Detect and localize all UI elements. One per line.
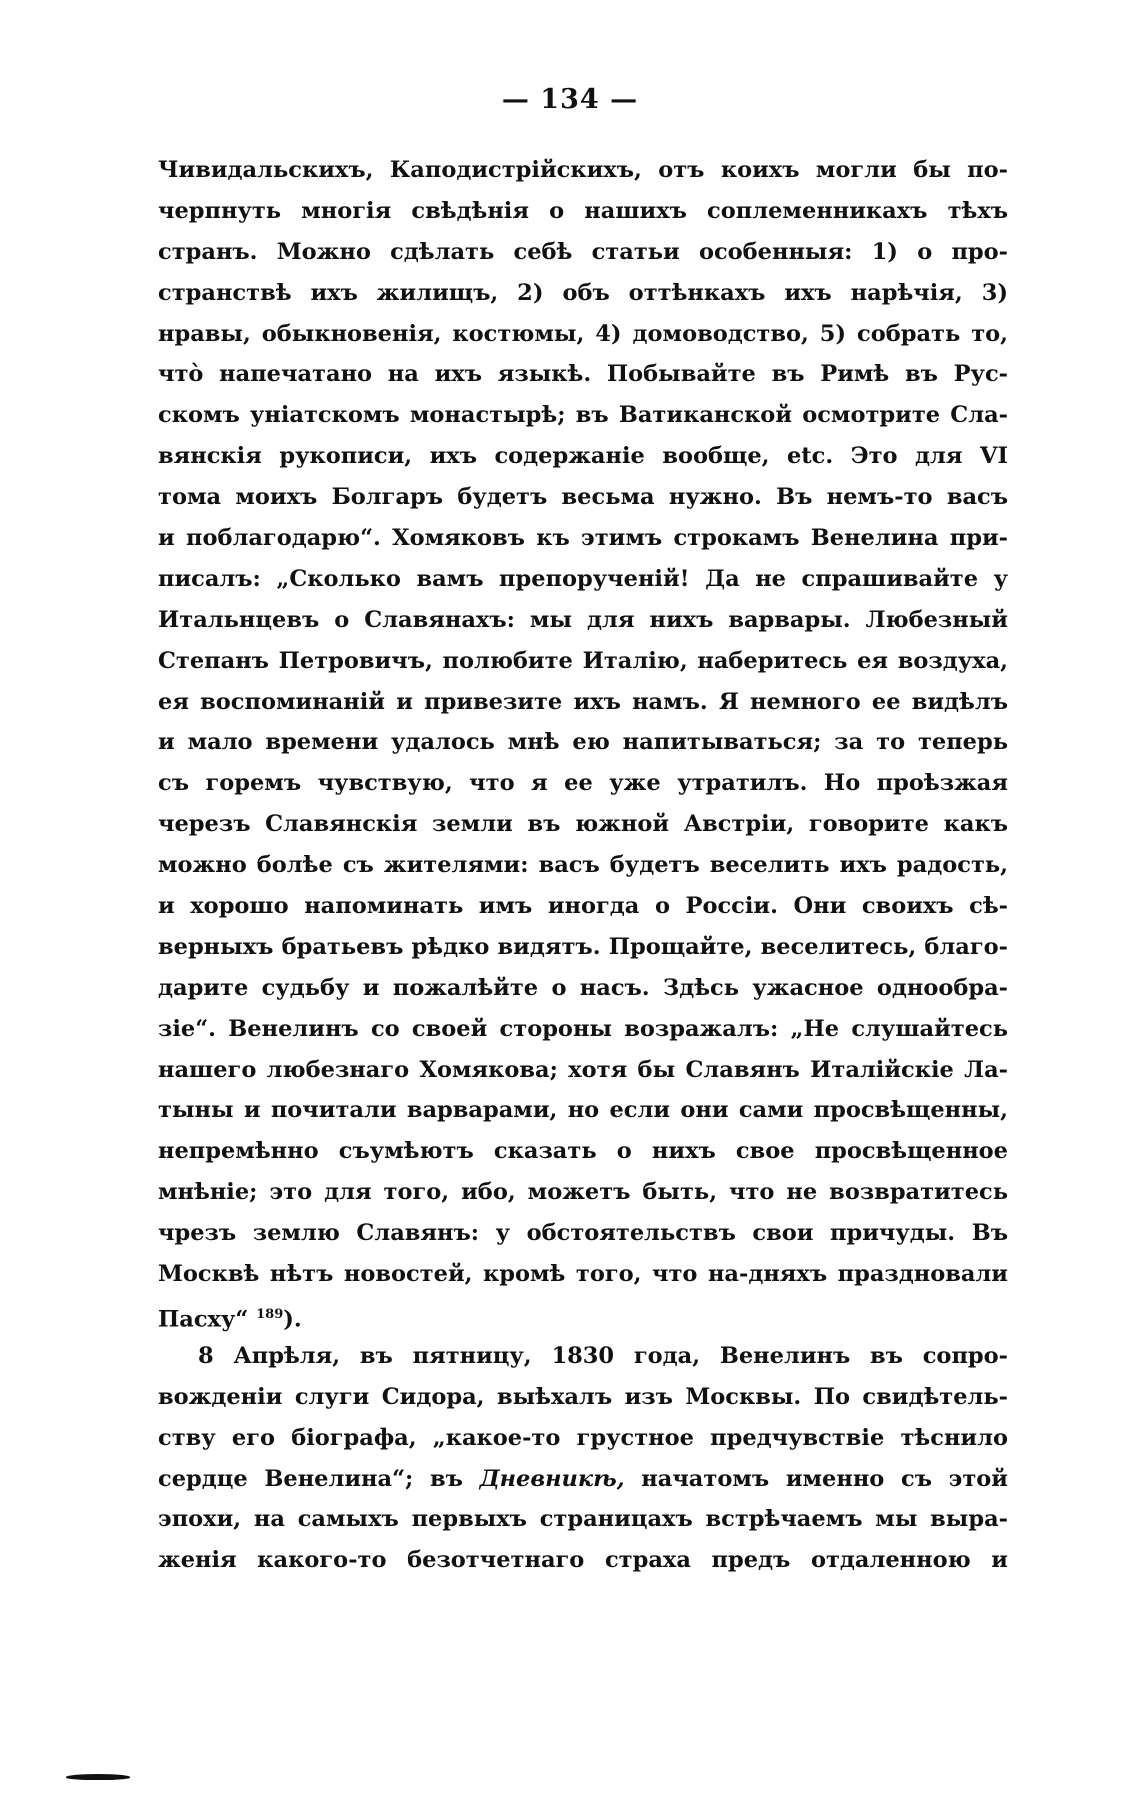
text-line-mixed bbox=[158, 1459, 1008, 1500]
text-line: тыны и почитали варварами, но если они сами просвѣщенны, bbox=[158, 1097, 1008, 1124]
italic-title: Дневникѣ, bbox=[479, 1465, 625, 1492]
text-line: и поблагодарю“. Хомяковъ къ этимъ строкамъ Венелина при- bbox=[158, 525, 1008, 552]
text-line: Чивидальскихъ, Каподистрійскихъ, отъ коихъ могли бы по- bbox=[158, 157, 1008, 183]
text-line: Степанъ Петровичъ, полюбите Италію, наберитесь ея воздуха, bbox=[158, 647, 1008, 674]
text-line: нравы, обыкновенія, костюмы, 4) домоводство, 5) собрать то, bbox=[158, 320, 1008, 347]
text-line: съ горемъ чувствую, что я ее уже утратилъ. Но проѣзжая bbox=[158, 770, 1008, 797]
text-line: странъ. Можно сдѣлать себѣ статьи особенныя: 1) о про- bbox=[158, 238, 1008, 265]
text-line: черпнуть многія свѣдѣнія о нашихъ соплеменникахъ тѣхъ bbox=[158, 197, 1008, 224]
text-line: тома моихъ Болгаръ будетъ весьма нужно. Въ немъ-то васъ bbox=[158, 484, 1008, 511]
text-line: Итальнцевъ о Славянахъ: мы для нихъ варвары. Любезный bbox=[158, 606, 1008, 633]
text-line: и мало времени удалось мнѣ ею напитываться; за то теперь bbox=[158, 729, 1008, 756]
text-line: черезъ Славянскія земли въ южной Австріи, говорите какъ bbox=[158, 811, 1008, 838]
text-line: вожденіи слуги Сидора, выѣхалъ изъ Москвы. По свидѣтель- bbox=[158, 1383, 1008, 1410]
footnote-ref: 189 bbox=[256, 1306, 284, 1322]
text-line: вянскія рукописи, ихъ содержаніе вообще, etc. Это для VI bbox=[158, 443, 1008, 470]
text-line: можно болѣе съ жителями: васъ будетъ веселить ихъ радость, bbox=[158, 852, 1008, 879]
closing-tail: ). bbox=[283, 1306, 302, 1333]
page-number: — 134 — bbox=[501, 84, 639, 115]
text-line: ству его біографа, „какое-то грустное предчувствіе тѣснило bbox=[158, 1424, 1008, 1451]
text-line: женія какого-то безотчетнаго страха предъ отдаленною и bbox=[158, 1547, 1008, 1574]
text-line: Москвѣ нѣтъ новостей, кромѣ того, что на-дняхъ праздновали bbox=[158, 1261, 1008, 1288]
text-line: зіе“. Венелинъ со своей стороны возражалъ: „Не слушайтесь bbox=[158, 1015, 1008, 1042]
text-line: писалъ: „Сколько вамъ препорученій! Да не спрашивайте у bbox=[158, 565, 1008, 592]
closing-word: Пасху“ bbox=[158, 1306, 249, 1333]
text-line: и хорошо напоминать имъ иногда о Россіи. Они своихъ сѣ- bbox=[158, 893, 1008, 920]
line-segment: начатомъ именно съ этой bbox=[641, 1465, 1008, 1492]
text-line-closing bbox=[158, 1295, 1008, 1336]
text-line: скомъ уніатскомъ монастырѣ; въ Ватиканской осмотрите Сла- bbox=[158, 402, 1008, 429]
text-line: эпохи, на самыхъ первыхъ страницахъ встрѣчаемъ мы выра- bbox=[158, 1506, 1008, 1533]
margin-mark bbox=[66, 1774, 130, 1780]
text-line: ея воспоминаній и привезите ихъ намъ. Я немного ее видѣлъ bbox=[158, 688, 1008, 715]
text-line: нашего любезнаго Хомякова; хотя бы Славянъ Италійскіе Ла- bbox=[158, 1056, 1008, 1083]
text-line: чрезъ землю Славянъ: у обстоятельствъ свои причуды. Въ bbox=[158, 1220, 1008, 1247]
text-line: 8 Апрѣля, въ пятницу, 1830 года, Венелинъ въ сопро- bbox=[198, 1342, 1008, 1369]
text-line: дарите судьбу и пожалѣйте о насъ. Здѣсь ужасное однообра- bbox=[158, 974, 1008, 1001]
text-line: странствѣ ихъ жилищъ, 2) объ оттѣнкахъ ихъ нарѣчія, 3) bbox=[158, 279, 1008, 306]
body-text bbox=[158, 150, 1008, 1581]
text-line: мнѣніе; это для того, ибо, можетъ быть, что не возвратитесь bbox=[158, 1179, 1008, 1206]
text-line: верныхъ братьевъ рѣдко видятъ. Прощайте, веселитесь, благо- bbox=[158, 933, 1008, 960]
text-line: непремѣнно съумѣютъ сказать о нихъ свое просвѣщенное bbox=[158, 1138, 1008, 1165]
line-segment: сердце Венелина“; въ bbox=[158, 1465, 463, 1492]
text-line: что̀ напечатано на ихъ языкѣ. Побывайте въ Римѣ въ Рус- bbox=[158, 361, 1008, 388]
